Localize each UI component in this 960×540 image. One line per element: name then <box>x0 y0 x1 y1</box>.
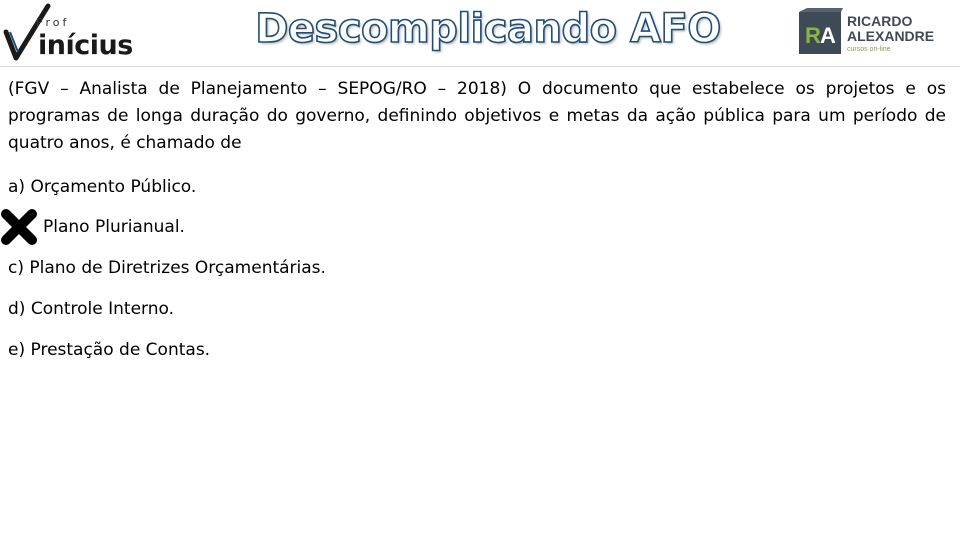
ricardo-alexandre-logo <box>797 8 957 58</box>
logo-right-name <box>847 14 934 44</box>
option-b <box>8 215 185 239</box>
svg-text:A: A <box>820 23 836 48</box>
ra-badge-icon <box>797 8 843 58</box>
page-title: Descomplicando AFO <box>255 6 721 52</box>
logo-right-name-line2: ALEXANDRE <box>847 28 935 44</box>
option-e: e) Prestação de Contas. <box>8 340 211 360</box>
logo-right-name-line1: RICARDO <box>847 13 913 29</box>
header-divider <box>0 66 960 67</box>
option-a: a) Orçamento Público. <box>8 177 197 197</box>
svg-text:R: R <box>805 23 821 48</box>
logo-right-tagline: cursos on-line <box>847 46 891 53</box>
question-text: (FGV – Analista de Planejamento – SEPOG/RO – 2018) O documento que estabelece os projetos e os programas de longa duração do governo, definindo objetivos e metas da ação pública para um período de quatro anos, é chamado de <box>8 79 946 153</box>
logo-name: inícius <box>38 30 133 61</box>
logo-prefix: Prof <box>36 16 70 29</box>
header <box>0 0 960 66</box>
option-c: c) Plano de Diretrizes Orçamentárias. <box>8 258 326 278</box>
option-d: d) Controle Interno. <box>8 299 175 319</box>
option-b-label: Plano Plurianual. <box>43 217 185 237</box>
